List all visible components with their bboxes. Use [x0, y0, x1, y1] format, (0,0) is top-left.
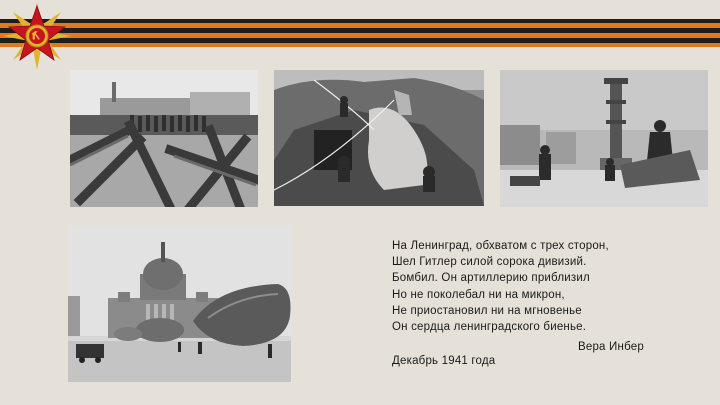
poem-line: Бомбил. Он артиллерию приблизил	[392, 272, 590, 285]
st-isaacs-cathedral-barrage-balloons-photo	[68, 226, 291, 382]
poem-text	[392, 238, 692, 335]
anti-tank-hedgehogs-photo	[70, 70, 258, 207]
rostral-column-photo	[500, 70, 708, 207]
order-of-patriotic-war-icon	[0, 0, 76, 70]
poem-line: Не приостановил ни на мгновенье	[392, 304, 582, 317]
poem-line: Шел Гитлер силой сорока дивизий.	[392, 256, 587, 269]
poem-line: Он сердца ленинградского биенье.	[392, 321, 587, 334]
poem-line: На Ленинград, обхватом с трех сторон,	[392, 240, 609, 252]
poem-date: Декабрь 1941 года	[392, 355, 496, 367]
st-george-ribbon	[0, 19, 720, 47]
poem-line: Но не поколебал ни на микрон,	[392, 288, 565, 301]
poem-author: Вера Инбер	[578, 341, 644, 353]
statue-burial-photo	[274, 70, 484, 206]
